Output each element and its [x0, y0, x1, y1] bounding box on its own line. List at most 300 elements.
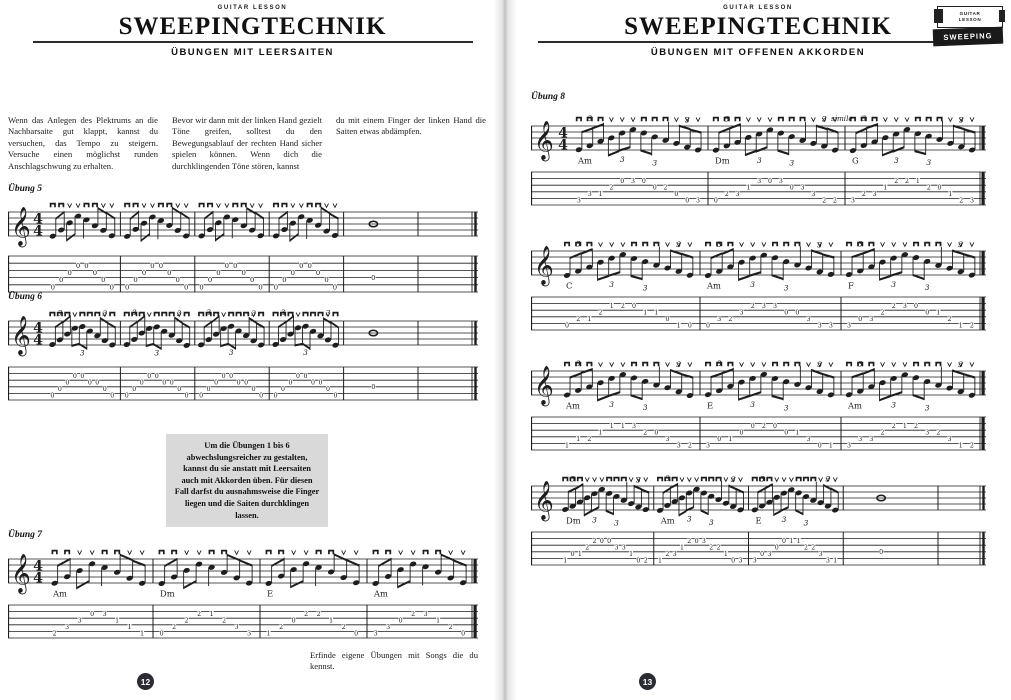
svg-text:1: 1: [576, 436, 581, 444]
svg-text:𝄞: 𝄞: [534, 365, 554, 405]
svg-text:1: 1: [789, 537, 794, 545]
svg-text:0: 0: [288, 379, 293, 387]
svg-text:0: 0: [214, 379, 219, 387]
svg-text:0: 0: [371, 383, 376, 391]
svg-text:1: 1: [598, 429, 603, 437]
svg-text:0: 0: [687, 322, 692, 330]
svg-text:0: 0: [652, 184, 657, 192]
svg-text:2: 2: [891, 422, 896, 430]
svg-text:3: 3: [57, 308, 63, 318]
svg-text:1: 1: [936, 309, 941, 317]
svg-text:1: 1: [728, 436, 733, 444]
svg-text:3: 3: [676, 360, 682, 370]
svg-text:1: 1: [679, 544, 684, 552]
svg-text:2: 2: [880, 309, 885, 317]
svg-text:3: 3: [77, 617, 82, 625]
left-page-header: [0, 4, 505, 61]
svg-text:4: 4: [33, 570, 43, 587]
svg-text:F: F: [848, 280, 854, 291]
svg-text:3: 3: [176, 309, 182, 319]
svg-text:2: 2: [643, 429, 648, 437]
svg-text:2: 2: [724, 191, 729, 199]
svg-text:3: 3: [587, 191, 592, 199]
svg-text:0: 0: [169, 379, 174, 387]
svg-text:𝄞: 𝄞: [11, 553, 31, 593]
svg-text:1: 1: [565, 442, 570, 450]
svg-text:1: 1: [828, 442, 833, 450]
svg-text:3: 3: [958, 360, 964, 370]
svg-text:1: 1: [587, 316, 592, 324]
svg-text:1: 1: [902, 422, 907, 430]
svg-text:3: 3: [609, 279, 615, 289]
svg-text:0: 0: [258, 283, 263, 292]
svg-text:0: 0: [67, 269, 72, 278]
svg-text:G: G: [852, 155, 859, 166]
page-title: SWEEPINGTECHNIK: [118, 13, 387, 40]
intro-text-columns: [8, 115, 488, 172]
svg-text:0: 0: [221, 372, 226, 380]
svg-text:0: 0: [110, 392, 115, 400]
svg-text:3: 3: [587, 114, 593, 124]
svg-text:1: 1: [598, 191, 603, 199]
svg-text:1: 1: [436, 617, 441, 625]
svg-text:0: 0: [937, 184, 942, 192]
svg-text:3: 3: [576, 197, 581, 205]
svg-text:2: 2: [663, 184, 668, 192]
svg-text:1: 1: [915, 177, 920, 185]
svg-text:3: 3: [958, 240, 964, 250]
svg-text:3: 3: [652, 158, 658, 168]
svg-text:2: 2: [316, 610, 321, 618]
svg-text:2: 2: [905, 177, 910, 185]
svg-text:0: 0: [713, 197, 718, 205]
svg-text:0: 0: [59, 276, 64, 285]
svg-text:0: 0: [332, 283, 338, 292]
svg-text:0: 0: [282, 276, 287, 285]
svg-text:3: 3: [423, 610, 428, 618]
svg-text:3: 3: [869, 316, 874, 324]
svg-text:0: 0: [333, 392, 338, 400]
svg-text:3: 3: [735, 191, 740, 199]
svg-text:3: 3: [752, 557, 757, 565]
svg-text:0: 0: [132, 386, 137, 394]
svg-text:0: 0: [50, 392, 55, 400]
svg-text:2: 2: [609, 184, 614, 192]
svg-text:3: 3: [759, 474, 765, 484]
svg-text:3: 3: [902, 302, 907, 310]
svg-text:3: 3: [847, 442, 852, 450]
svg-text:0: 0: [674, 191, 679, 199]
svg-text:0: 0: [141, 269, 147, 278]
svg-text:simile: simile: [831, 114, 853, 123]
guitar-neck-icon: [937, 6, 1003, 28]
svg-text:0: 0: [641, 177, 646, 185]
svg-text:3: 3: [676, 442, 681, 450]
svg-text:2: 2: [411, 610, 416, 618]
svg-text:2: 2: [861, 191, 866, 199]
svg-text:0: 0: [251, 386, 256, 394]
svg-text:0: 0: [636, 557, 641, 565]
svg-text:0: 0: [760, 551, 765, 559]
svg-text:2: 2: [894, 177, 899, 185]
svg-text:2: 2: [926, 184, 931, 192]
svg-text:2: 2: [687, 537, 692, 545]
svg-text:0: 0: [706, 322, 711, 330]
right-page: [505, 0, 1011, 700]
svg-text:3: 3: [642, 403, 648, 413]
exercise-label-uebung-7: Übung 7: [8, 530, 43, 540]
svg-text:1: 1: [563, 557, 568, 565]
svg-text:2: 2: [969, 322, 974, 330]
svg-text:0: 0: [183, 283, 189, 292]
svg-text:3: 3: [924, 283, 930, 293]
svg-text:2: 2: [880, 429, 885, 437]
svg-text:0: 0: [139, 379, 144, 387]
svg-text:0: 0: [325, 386, 330, 394]
svg-text:3: 3: [234, 624, 239, 632]
svg-text:3: 3: [686, 514, 692, 524]
svg-text:E: E: [755, 515, 762, 526]
svg-text:3: 3: [750, 279, 756, 289]
svg-text:Am: Am: [660, 515, 675, 526]
svg-text:0: 0: [216, 269, 221, 278]
svg-text:0: 0: [281, 386, 286, 394]
svg-text:3: 3: [872, 191, 877, 199]
svg-text:0: 0: [354, 630, 359, 638]
svg-text:4: 4: [33, 558, 43, 575]
svg-text:1: 1: [140, 630, 145, 638]
music-system-uebung-5: [8, 196, 478, 302]
svg-text:0: 0: [206, 386, 211, 394]
svg-text:1: 1: [577, 551, 582, 559]
svg-text:0: 0: [259, 392, 264, 400]
svg-text:3: 3: [891, 279, 897, 289]
svg-text:3: 3: [131, 307, 137, 317]
svg-text:2: 2: [947, 316, 952, 324]
svg-text:3: 3: [847, 322, 852, 330]
sweeping-badge: [931, 6, 1005, 50]
svg-text:2: 2: [728, 316, 733, 324]
page-number-right: 13: [639, 673, 656, 690]
svg-text:3: 3: [750, 400, 756, 410]
svg-text:1: 1: [609, 302, 614, 310]
svg-text:3: 3: [811, 191, 816, 199]
svg-text:3: 3: [947, 436, 952, 444]
svg-text:2: 2: [969, 442, 974, 450]
svg-text:2: 2: [341, 624, 346, 632]
svg-text:0: 0: [184, 392, 189, 400]
svg-text:0: 0: [150, 261, 155, 270]
svg-text:1: 1: [676, 322, 681, 330]
svg-text:3: 3: [761, 302, 766, 310]
svg-text:0: 0: [371, 273, 376, 282]
svg-text:0: 0: [92, 269, 98, 278]
svg-text:𝄞: 𝄞: [534, 120, 554, 160]
svg-text:0: 0: [774, 544, 779, 552]
kicker-text: GUITAR LESSON: [217, 5, 288, 11]
page-number-left: 12: [137, 673, 154, 690]
svg-text:1: 1: [958, 322, 963, 330]
svg-text:3: 3: [850, 197, 855, 205]
svg-text:1: 1: [654, 309, 659, 317]
svg-text:4: 4: [33, 211, 43, 228]
svg-text:0: 0: [914, 302, 919, 310]
svg-text:3: 3: [154, 348, 160, 358]
svg-text:0: 0: [784, 429, 789, 437]
svg-text:Dm: Dm: [715, 155, 730, 166]
svg-text:0: 0: [158, 261, 164, 270]
svg-text:3: 3: [701, 537, 706, 545]
svg-text:3: 3: [783, 283, 789, 293]
svg-text:1: 1: [746, 184, 751, 192]
svg-text:2: 2: [184, 617, 189, 625]
svg-text:1: 1: [127, 624, 132, 632]
svg-text:0: 0: [154, 372, 159, 380]
svg-text:𝄞: 𝄞: [534, 480, 554, 520]
svg-text:1: 1: [266, 630, 271, 638]
svg-text:0: 0: [207, 276, 213, 285]
svg-text:3: 3: [102, 610, 107, 618]
music-system-uebung-8-line-2: [531, 235, 986, 340]
svg-text:0: 0: [291, 617, 296, 625]
svg-text:2: 2: [592, 537, 597, 545]
svg-text:0: 0: [249, 276, 255, 285]
svg-text:0: 0: [175, 276, 180, 285]
svg-text:2: 2: [52, 630, 57, 638]
svg-text:2: 2: [585, 544, 590, 552]
svg-text:0: 0: [739, 429, 744, 437]
svg-text:𝄞: 𝄞: [11, 315, 31, 355]
svg-text:3: 3: [739, 309, 744, 317]
svg-text:3: 3: [891, 400, 897, 410]
svg-text:0: 0: [296, 372, 301, 380]
svg-text:3: 3: [708, 518, 714, 528]
svg-text:4: 4: [33, 320, 43, 337]
exercise-label-uebung-8: Übung 8: [531, 92, 566, 102]
svg-text:3: 3: [970, 197, 975, 205]
svg-text:0: 0: [665, 316, 670, 324]
svg-text:3: 3: [631, 177, 636, 185]
svg-text:E: E: [707, 400, 714, 411]
svg-text:3: 3: [373, 630, 378, 638]
svg-text:3: 3: [789, 158, 795, 168]
svg-text:3: 3: [575, 239, 581, 249]
svg-text:0: 0: [685, 197, 690, 205]
svg-text:1: 1: [658, 557, 663, 565]
intro-column-3: du mit einem Finger der linken Hand die Saiten etwas abdämpfen.: [336, 115, 486, 137]
svg-text:0: 0: [694, 537, 699, 545]
svg-text:0: 0: [224, 261, 230, 270]
exercise-label-uebung-5: Übung 5: [8, 184, 43, 194]
svg-text:4: 4: [558, 137, 568, 154]
svg-text:3: 3: [717, 316, 722, 324]
svg-text:0: 0: [789, 184, 794, 192]
svg-text:2: 2: [587, 436, 592, 444]
svg-text:3: 3: [636, 475, 641, 485]
svg-text:0: 0: [768, 177, 773, 185]
svg-text:3: 3: [609, 400, 615, 410]
svg-text:0: 0: [461, 630, 466, 638]
svg-text:3: 3: [619, 154, 625, 164]
svg-text:0: 0: [782, 537, 787, 545]
svg-text:0: 0: [795, 309, 800, 317]
svg-text:2: 2: [716, 544, 721, 552]
svg-text:3: 3: [828, 322, 833, 330]
svg-text:1: 1: [209, 610, 214, 618]
svg-text:3: 3: [614, 544, 619, 552]
svg-text:3: 3: [781, 514, 787, 524]
svg-text:3: 3: [806, 436, 811, 444]
svg-text:3: 3: [800, 184, 805, 192]
svg-text:2: 2: [761, 422, 766, 430]
svg-text:0: 0: [817, 442, 822, 450]
svg-text:3: 3: [280, 307, 286, 317]
svg-text:3: 3: [79, 348, 85, 358]
svg-text:3: 3: [251, 309, 256, 319]
svg-text:1: 1: [833, 557, 838, 565]
svg-text:3: 3: [778, 177, 783, 185]
svg-text:0: 0: [236, 379, 241, 387]
tip-box: Um die Übungen 1 bis 6 abwechslungsreicher zu gestalten, kannst du sie anstatt mit Leersaiten auch mit Akkorden üben. Für diesen Fall darfst du ausnahmsweise die Finger liegen und die Saiten durchklingen lassen.: [166, 434, 328, 527]
svg-text:0: 0: [620, 177, 625, 185]
svg-text:3: 3: [247, 630, 252, 638]
svg-text:3: 3: [592, 515, 597, 525]
svg-text:3: 3: [821, 114, 827, 124]
svg-text:3: 3: [773, 302, 778, 310]
svg-text:3: 3: [767, 551, 772, 559]
svg-text:1: 1: [115, 617, 120, 625]
svg-text:0: 0: [273, 392, 278, 400]
svg-text:3: 3: [825, 474, 831, 484]
svg-text:Dm: Dm: [160, 588, 175, 599]
svg-text:1: 1: [958, 442, 963, 450]
svg-text:0: 0: [147, 372, 152, 380]
svg-text:Am: Am: [848, 400, 862, 411]
svg-text:0: 0: [750, 422, 755, 430]
svg-text:3: 3: [676, 239, 682, 249]
svg-text:0: 0: [199, 392, 204, 400]
page-subtitle: ÜBUNGEN MIT LEERSAITEN: [171, 47, 334, 58]
svg-text:3: 3: [684, 115, 690, 125]
svg-text:0: 0: [324, 276, 329, 285]
svg-text:2: 2: [914, 422, 919, 430]
svg-text:2: 2: [709, 544, 714, 552]
svg-text:2: 2: [643, 557, 648, 565]
svg-text:0: 0: [565, 322, 570, 330]
svg-text:3: 3: [925, 429, 930, 437]
svg-text:3: 3: [621, 544, 626, 552]
svg-text:0: 0: [731, 557, 736, 565]
svg-text:0: 0: [318, 379, 323, 387]
svg-text:0: 0: [199, 283, 204, 292]
svg-text:3: 3: [806, 316, 811, 324]
svg-text:3: 3: [783, 403, 789, 413]
svg-text:0: 0: [570, 551, 575, 559]
svg-text:0: 0: [109, 283, 114, 292]
svg-text:𝄞: 𝄞: [534, 245, 554, 285]
svg-text:3: 3: [757, 177, 762, 185]
svg-text:2: 2: [598, 309, 603, 317]
svg-text:Dm: Dm: [566, 515, 581, 526]
svg-text:0: 0: [87, 379, 92, 387]
svg-text:2: 2: [279, 624, 284, 632]
svg-text:3: 3: [570, 474, 575, 484]
svg-text:2: 2: [959, 197, 964, 205]
svg-text:2: 2: [222, 617, 227, 625]
svg-text:3: 3: [803, 518, 809, 528]
svg-text:3: 3: [65, 624, 70, 632]
kicker-text: GUITAR LESSON: [723, 5, 793, 11]
svg-text:0: 0: [102, 386, 107, 394]
svg-text:1: 1: [629, 551, 634, 559]
svg-text:3: 3: [958, 115, 964, 125]
svg-text:0: 0: [273, 283, 279, 292]
svg-text:2: 2: [891, 302, 896, 310]
svg-text:2: 2: [936, 429, 941, 437]
badge-banner: [933, 27, 1004, 47]
svg-text:3: 3: [869, 436, 874, 444]
svg-text:1: 1: [795, 429, 800, 437]
badge-banner-text: SWEEPING: [943, 31, 993, 42]
svg-text:0: 0: [303, 372, 308, 380]
svg-text:0: 0: [50, 283, 55, 292]
svg-text:3: 3: [642, 283, 648, 293]
svg-text:3: 3: [756, 155, 762, 165]
svg-text:0: 0: [95, 379, 100, 387]
page-title: SWEEPINGTECHNIK: [624, 13, 892, 40]
svg-text:2: 2: [197, 610, 202, 618]
svg-text:0: 0: [90, 610, 95, 618]
music-system-uebung-8-line-1: [531, 110, 986, 215]
intro-column-1: Wenn das Anlegen des Plektrums an die Nachbarsaite gut klappt, kannst du versuchen, das Tempo zu steigern. Versuche einen möglichst runden Anschlagschwung zu erhalten.: [8, 115, 158, 171]
music-system-uebung-8-line-3: [531, 355, 986, 460]
svg-text:3: 3: [228, 348, 234, 358]
svg-text:0: 0: [57, 386, 62, 394]
svg-text:1: 1: [883, 184, 888, 192]
svg-text:1: 1: [948, 191, 953, 199]
svg-text:3: 3: [817, 359, 823, 369]
svg-text:3: 3: [102, 308, 108, 318]
svg-text:Am: Am: [53, 588, 67, 599]
svg-text:0: 0: [858, 316, 863, 324]
bottom-caption: Erfinde eigene Übungen mit Songs die du kennst.: [310, 650, 478, 672]
music-system-uebung-7: [8, 543, 478, 648]
svg-text:1: 1: [723, 551, 728, 559]
svg-text:3: 3: [893, 155, 899, 165]
svg-text:3: 3: [817, 240, 823, 250]
svg-text:2: 2: [803, 544, 808, 552]
svg-text:2: 2: [620, 302, 625, 310]
svg-text:Am: Am: [578, 155, 592, 166]
svg-text:0: 0: [72, 372, 77, 380]
svg-text:0: 0: [784, 309, 789, 317]
svg-text:0: 0: [80, 372, 85, 380]
svg-text:0: 0: [599, 537, 604, 545]
svg-text:3: 3: [632, 422, 637, 430]
music-system-uebung-8-line-4: [531, 470, 986, 575]
svg-text:0: 0: [307, 261, 312, 270]
svg-text:3: 3: [575, 358, 581, 368]
exercise-label-uebung-6: Übung 6: [8, 292, 43, 302]
svg-text:3: 3: [857, 239, 863, 249]
svg-text:2: 2: [811, 544, 816, 552]
svg-text:0: 0: [290, 269, 296, 278]
svg-text:2: 2: [172, 624, 177, 632]
svg-text:3: 3: [825, 557, 830, 565]
svg-text:0: 0: [241, 269, 246, 278]
svg-text:0: 0: [84, 261, 89, 270]
svg-text:3: 3: [817, 322, 822, 330]
